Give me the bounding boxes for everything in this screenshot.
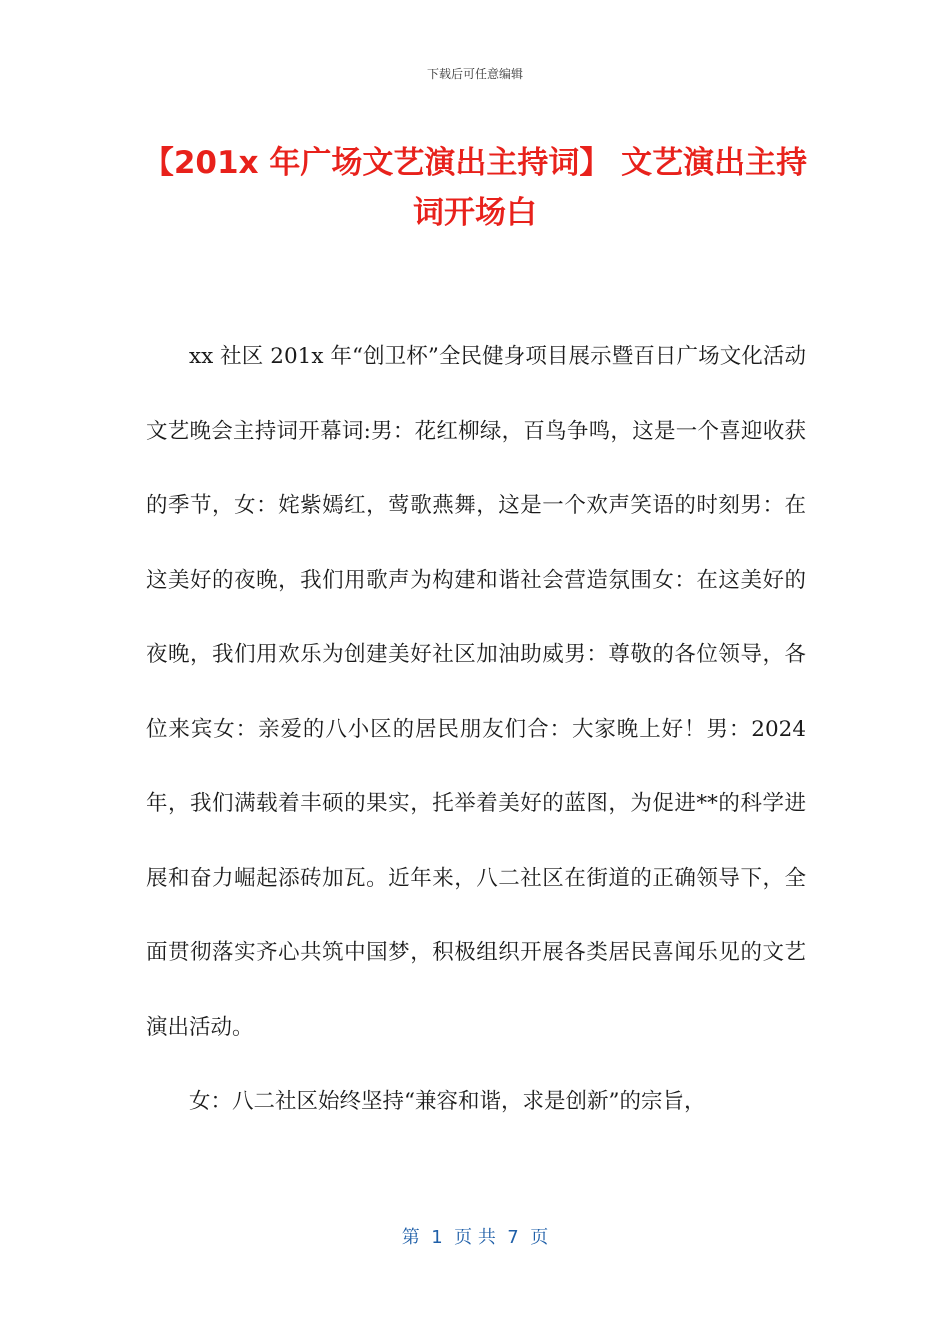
paragraph: 女：八二社区始终坚持“兼容和谐，求是创新”的宗旨， — [189, 1089, 706, 1114]
paragraph: xx 社区 201x 年“创卫杯”全民健身项目展示暨百日广场文化活动文艺晚会主持词开幕词:男：花红柳绿，百鸟争鸣，这是一个喜迎收获的季节，女：姹紫嫣红，莺歌燕舞，这是一个欢声笑语的时刻男：在这美好的夜晚，我们用歌声为构建和谐社会营造氛围女：在这美好的夜晚，我们用欢乐为创建美好社区加油助威男：尊敬的各位领导，各位来宾女：亲爱的八小区的居民朋友们合：大家晚上好！男：2024 年，我们满载着丰硕的果实，托举着美好的蓝图，为促进**的科学进展和奋力崛起添砖加瓦。近年来，八二社区在街道的正确领导下，全面贯彻落实齐心共筑中国梦，积极组织开展各类居民喜闻乐见的文艺演出活动。 — [146, 344, 806, 1040]
page-number-footer: 第 1 页 共 7 页 — [401, 1227, 549, 1248]
header-note: 下载后可任意编辑 — [426, 67, 523, 81]
document-title: 【201x 年广场文艺演出主持词】 文艺演出主持词开场白 — [142, 145, 808, 231]
document-body — [146, 320, 806, 1140]
